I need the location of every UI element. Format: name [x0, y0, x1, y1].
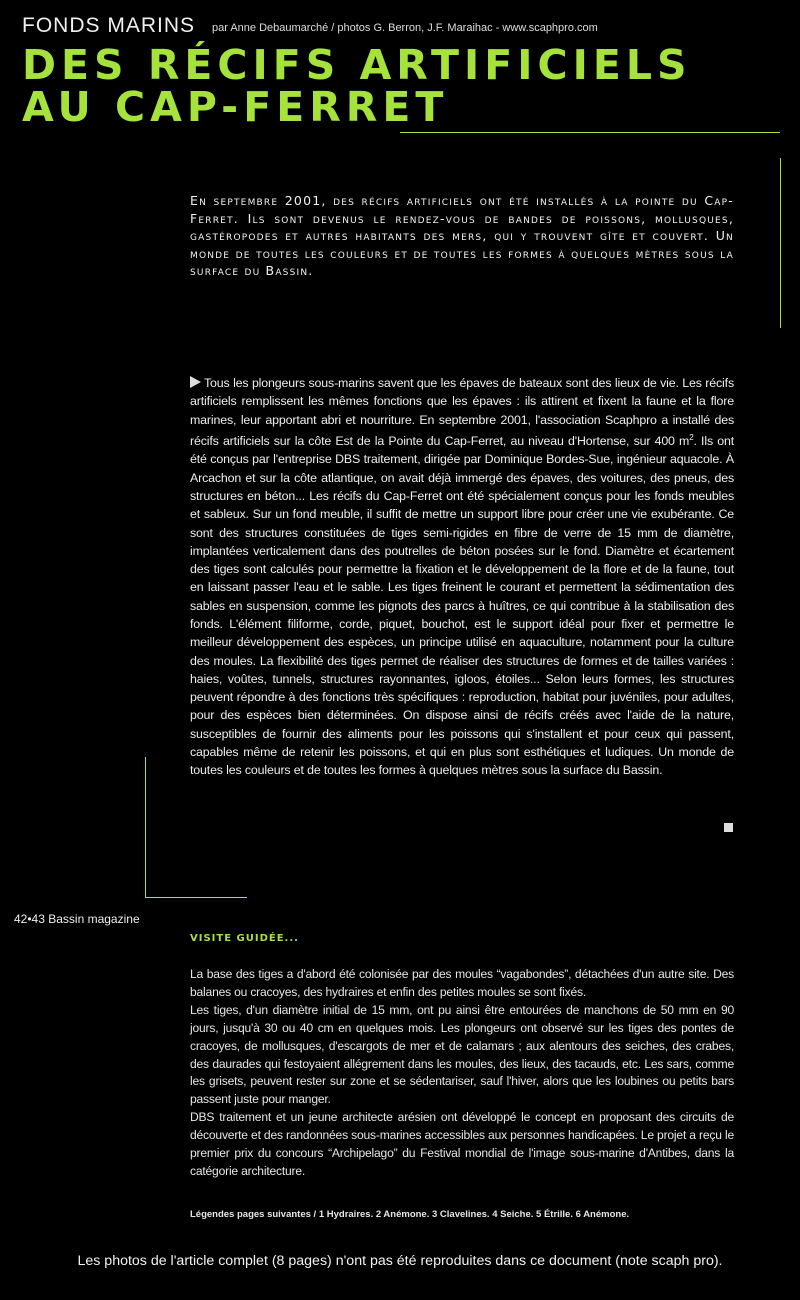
- body-superscript: 2: [689, 432, 694, 442]
- sidebar-heading: VISITE GUIDÉE...: [190, 933, 299, 944]
- article-lead: En septembre 2001, des récifs artificiels ont été installés à la pointe du Cap-Ferret. Ils sont devenus le rendez-vous de bandes de poissons, mollusques, gastéropodes et autres habitants des mers, qui y trouvent gîte et couvert. Un monde de toutes les couleurs et de toutes les formes à quelques mètres sous la surface du Bassin.: [190, 193, 734, 278]
- start-triangle-icon: [190, 376, 201, 388]
- byline: par Anne Debaumarché / photos G. Berron, J.F. Maraihac - www.scaphpro.com: [212, 22, 598, 34]
- article-title: [22, 41, 792, 131]
- decorative-rule-bottom: [145, 897, 247, 898]
- sidebar-body: [190, 966, 734, 1181]
- article-body: [190, 374, 734, 780]
- sidebar-paragraph: Les tiges, d'un diamètre initial de 15 mm, ont pu ainsi être entourées de manchons de 50 mm en 90 jours, jusqu'à 30 ou 40 cm en quelques mois. Les plongeurs ont observé sur les tiges des pontes de cracoyes, de mollusques, d'escargots de mer et de calamars ; aux alentours des seiches, des crabes, des daurades qui festoyaient allégrement dans les moules, des lieux, des tacauds, etc. Les sars, comme les grisets, peuvent rester sur zone et se sédentariser, sauf l'hiver, alors que les loubines ou petits bars passent juste pour manger.: [190, 1002, 734, 1107]
- sidebar-paragraph: La base des tiges a d'abord été colonisée par des moules “vagabondes”, détachées d'un autre site. Des balanes ou cracoyes, des hydraires et enfin des petites moules se sont fixés.: [190, 967, 734, 999]
- photo-legend: Légendes pages suivantes / 1 Hydraires. 2 Anémone. 3 Clavelines. 4 Seiche. 5 Étrille. 6 Anémone.: [190, 1209, 630, 1220]
- decorative-rule-right: [780, 158, 781, 328]
- page-folio: 42•43 Bassin magazine: [14, 912, 140, 926]
- title-line-2: AU CAP-FERRET: [22, 83, 449, 131]
- title-line-1: DES RÉCIFS ARTIFICIELS: [22, 41, 692, 89]
- body-part-1: Tous les plongeurs sous-marins savent que les épaves de bateaux sont des lieux de vie. Les récifs artificiels remplissent les mêmes fonctions que les épaves : ils attirent et fixent la faune et la flore marines, leur apportant abri et nourriture. En septembre 2001, l'association Scaphpro a installé des récifs artificiels sur la côte Est de la Pointe du Cap-Ferret, au niveau d'Hortense, sur 400 m: [190, 376, 734, 449]
- body-part-2: . Ils ont été conçus par l'entreprise DBS traitement, dirigée par Dominique Bordes-Sue, ingénieur aquacole. À Arcachon et sur la côte atlantique, on avait déjà immergé des épaves, des voitures, des pneus, des structures en béton... Les récifs du Cap-Ferret ont été spécialement conçus pour les fonds meubles et sableux. Sur un fond meuble, il suffit de mettre un support libre pour créer une vie exubérante. Ce sont des structures constituées de tiges semi-rigides en fibre de verre de 15 mm de diamètre, implantées verticalement dans des poutrelles de béton posées sur le fond. Diamètre et écartement des tiges sont calculés pour permettre la fixation et le développement de la flore et de la faune, tout en laissant passer l'eau et le sable. Les tiges freinent le courant et permettent la sédimentation des sables en suspension, comme les pignots des parcs à huîtres, ce qui contribue à la stabilisation des fonds. L'élément filiforme, corde, piquet, bouchot, est le support idéal pour fixer et permettre le meilleur développement des espèces, un principe utilisé en aquaculture, notamment pour la culture des moules. La flexibilité des tiges permet de réaliser des structures de formes et de tailles variées : haies, voûtes, tunnels, structures rayonnantes, igloos, étoiles... Selon leurs formes, les structures peuvent répondre à des fonctions très spécifiques : reproduction, habitat pour juvéniles, pour adultes, pour des espèces bien déterminées. On dispose ainsi de récifs créés avec l'aide de la nature, susceptibles de fournir des aliments pour les poissons qui s'installent et pour ceux qui passent, capables même de retenir les poissons, et qui en plus sont esthétiques et ludiques. Un monde de toutes les couleurs et de toutes les formes à quelques mètres sous la surface du Bassin.: [190, 434, 735, 778]
- footnote: Les photos de l'article complet (8 pages) n'ont pas été reproduites dans ce document (note scaph pro).: [77, 1253, 723, 1269]
- sidebar-paragraph: DBS traitement et un jeune architecte arésien ont développé le concept en proposant des circuits de découverte et des randonnées sous-marines accessibles aux personnes handicapées. Le projet a reçu le premier prix du concours “Archipelago” du Festival mondial de l'image sous-marine d'Antibes, dans la catégorie architecture.: [190, 1110, 734, 1178]
- decorative-rule-left: [145, 757, 146, 897]
- end-square-icon: [724, 823, 733, 832]
- decorative-rule-top: [400, 132, 780, 133]
- section-rubric: FONDS MARINS: [22, 14, 196, 37]
